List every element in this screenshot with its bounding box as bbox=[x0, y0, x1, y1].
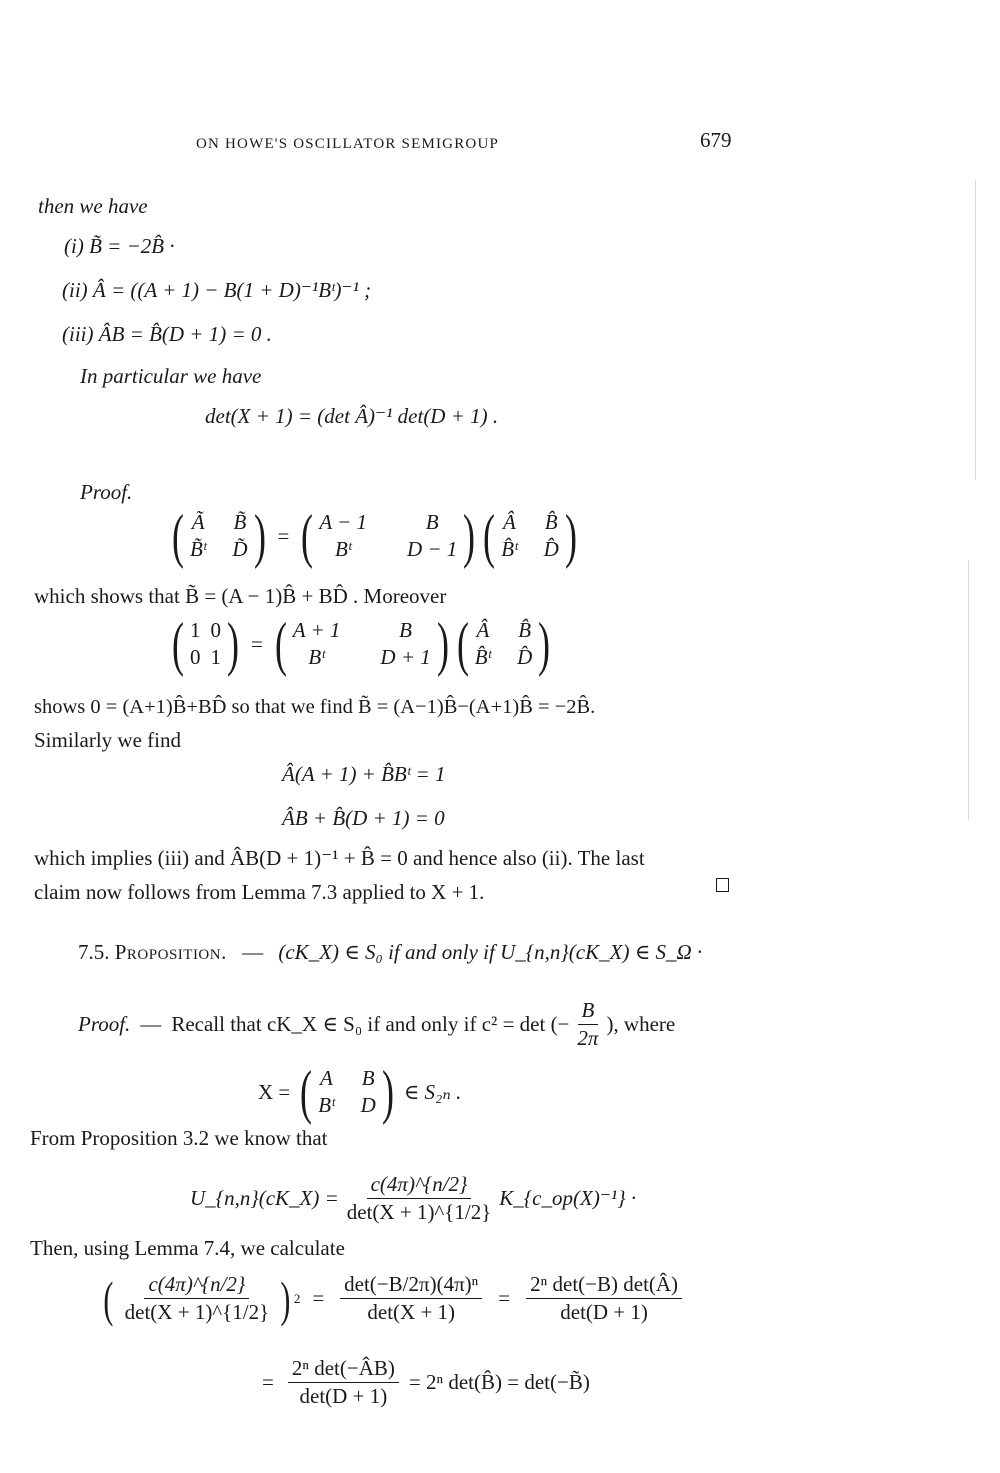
calc1-mid-fraction: $\frac{\text{det(−B/2π)(4π)ⁿ}}{\det(X + 1)}$ bbox=[340, 1272, 482, 1325]
x-definition: X = ( A B Bᵗ D ) ∈ S₂ₙ . bbox=[258, 1059, 462, 1125]
proof2-dash: — bbox=[140, 1012, 162, 1036]
qed-box bbox=[716, 878, 729, 897]
implies-line: which implies (iii) and ÂB(D + 1)⁻¹ + B̂ = 0 and hence also (ii). The last bbox=[34, 846, 645, 870]
identity-matrix: ( 1 0 0 1 ) bbox=[171, 611, 239, 677]
calc-line-1: ( $\frac{c(4\pi)\^{}\{n/2\}}{\det(X + 1)\^{}\{1/2\}}$ ) 2 = $\frac{\text{det(−B/2π)(4π)ⁿ}}{\det(X + 1)}$ = $\frac{\text{2ⁿ det(−B) det(Â)}}{\det(D + 1)}$ bbox=[100, 1272, 686, 1325]
lemma-item-i: (i) B̃ = −2B̂ · bbox=[64, 234, 175, 258]
proposition-number: 7.5. bbox=[78, 940, 110, 964]
det-equation: det(X + 1) = (det Â)⁻¹ det(D + 1) . bbox=[205, 404, 499, 428]
in-particular: In particular we have bbox=[80, 364, 262, 388]
scan-margin-noise bbox=[968, 560, 969, 820]
proof2-first-line bbox=[78, 998, 675, 1051]
matrix-shifted-plus: ( A + 1 B Bᵗ D + 1 ) bbox=[274, 611, 449, 677]
matrix-equation-1: ( Ã B̃ B̃ᵗ D̃ ) = ( A − 1 B Bᵗ D − 1 ) ( Â B̂ B̂ᵗ D̂ ) bbox=[168, 506, 581, 566]
proposition-dash: — bbox=[242, 940, 264, 964]
calc-line-2: = $\frac{\text{2ⁿ det(−ÂB)}}{\det(D + 1)}$ = 2ⁿ det(B̂) = det(−B̃) bbox=[262, 1356, 590, 1408]
x-matrix: ( A B Bᵗ D ) bbox=[300, 1059, 394, 1125]
b-over-2pi: $\frac{B}{2\pi}$ bbox=[577, 998, 599, 1050]
calc2-fraction: $\frac{\text{2ⁿ det(−ÂB)}}{\det(D + 1)}$ bbox=[288, 1356, 399, 1409]
u-equation: U_{n,n}(cK_X) = $\frac{c(4\pi)\^{}\{n/2\}}{\det(X + 1)\^{}\{1/2\}}$ K_{c_op(X)⁻¹} · bbox=[190, 1172, 637, 1224]
matrix-equation-2: ( 1 0 0 1 ) = ( A + 1 B Bᵗ D + 1 ) ( Â B̂ B̂ᵗ D̂ ) bbox=[168, 614, 554, 674]
claim-line: claim now follows from Lemma 7.3 applied to X + 1. bbox=[34, 880, 485, 904]
calc1-lhs-fraction: $\frac{c(4\pi)\^{}\{n/2\}}{\det(X + 1)\^{}\{1/2\}}$ bbox=[124, 1272, 270, 1324]
lemma-intro: then we have bbox=[38, 194, 148, 218]
calc1-rhs-fraction: $\frac{\text{2ⁿ det(−B) det(Â)}}{\det(D + 1)}$ bbox=[526, 1272, 682, 1325]
matrix-hat-2: ( Â B̂ B̂ᵗ D̂ ) bbox=[456, 611, 551, 677]
page-number: 679 bbox=[700, 128, 732, 152]
matrix-tilde: ( Ã B̃ B̃ᵗ D̃ ) bbox=[171, 503, 266, 569]
lemma-item-iii: (iii) ÂB = B̂(D + 1) = 0 . bbox=[62, 322, 272, 346]
similarly-line: Similarly we find bbox=[34, 728, 181, 752]
matrix-hat: ( Â B̂ B̂ᵗ D̂ ) bbox=[483, 503, 577, 569]
equation-a: Â(A + 1) + B̂Bᵗ = 1 bbox=[282, 762, 446, 786]
scan-margin-noise bbox=[975, 180, 976, 480]
shows-that-line: which shows that B̃ = (A − 1)B̂ + BD̂ . Moreover bbox=[34, 584, 447, 608]
proof2-label: Proof. bbox=[78, 1012, 131, 1036]
shows-zero-line: shows 0 = (A+1)B̂+BD̂ so that we find B̃ = (A−1)B̂−(A+1)B̂ = −2B̂. bbox=[34, 696, 596, 718]
from-proposition-line: From Proposition 3.2 we know that bbox=[30, 1126, 328, 1150]
proposition-label: Proposition. bbox=[114, 940, 227, 964]
equation-b: ÂB + B̂(D + 1) = 0 bbox=[282, 806, 445, 830]
proof-label: Proof. bbox=[80, 480, 133, 504]
recall-end: ), where bbox=[606, 1012, 676, 1036]
then-line: Then, using Lemma 7.4, we calculate bbox=[30, 1236, 345, 1260]
running-title: ON HOWE'S OSCILLATOR SEMIGROUP bbox=[196, 136, 500, 152]
proposition-7-5 bbox=[78, 940, 702, 965]
u-fraction: $\frac{c(4\pi)\^{}\{n/2\}}{\det(X + 1)\^{}\{1/2\}}$ bbox=[346, 1172, 492, 1224]
lemma-item-ii: (ii) Â = ((A + 1) − B(1 + D)⁻¹Bᵗ)⁻¹ ; bbox=[62, 278, 372, 302]
matrix-shifted-minus: ( A − 1 B Bᵗ D − 1 ) bbox=[301, 503, 476, 569]
proposition-statement: (cK_X) ∈ S₀ if and only if U_{n,n}(cK_X) ∈ S_Ω · bbox=[278, 940, 703, 964]
recall-text: Recall that cK_X ∈ S₀ if and only if c² = det (− bbox=[171, 1012, 570, 1036]
